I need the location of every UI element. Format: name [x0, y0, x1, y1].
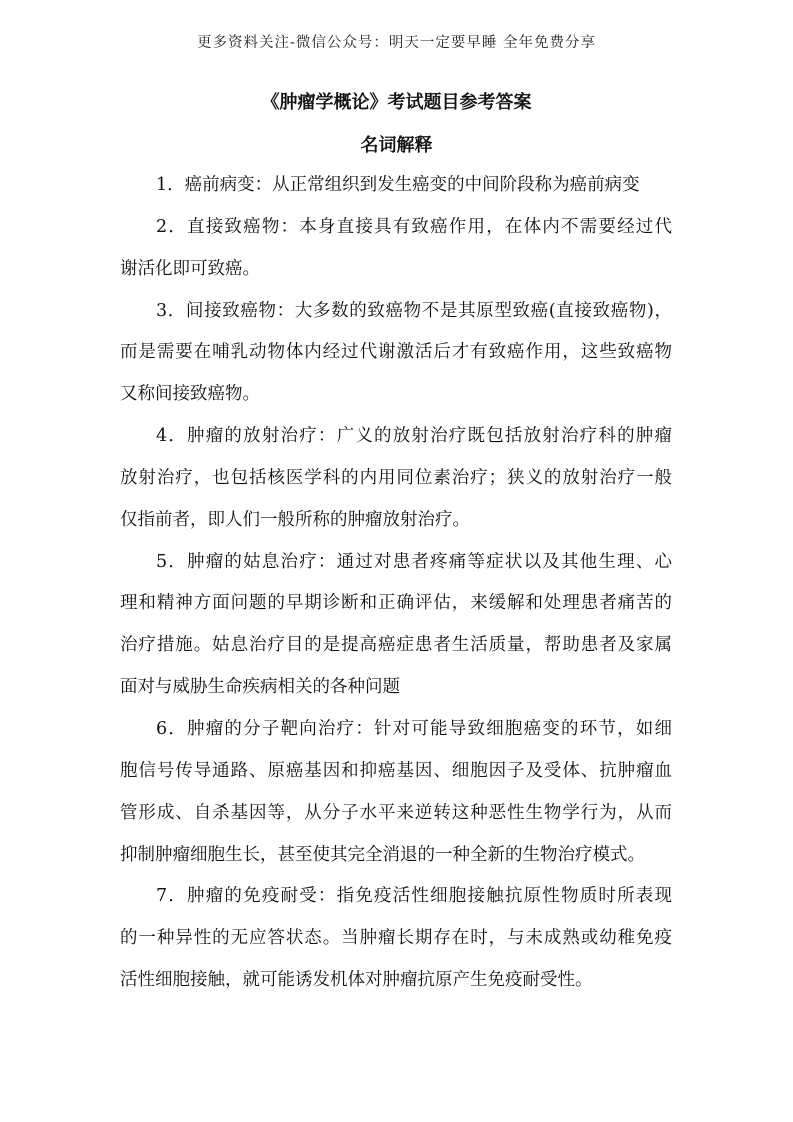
- definition-line: 谢活化即可致癌。: [120, 258, 260, 279]
- section-title: 名词解释: [360, 135, 433, 156]
- definition-item: [120, 165, 672, 207]
- definition-line: 而是需要在哺乳动物体内经过代谢激活后才有致癌作用，这些致癌物: [120, 342, 672, 363]
- definition-line: 治疗措施。姑息治疗目的是提高癌症患者生活质量，帮助患者及家属: [120, 635, 672, 656]
- definition-line: 2．直接致癌物：本身直接具有致癌作用，在体内不需要经过代: [156, 216, 672, 237]
- definition-item: [120, 207, 672, 291]
- definition-line: 3．间接致癌物：大多数的致癌物不是其原型致癌(直接致癌物)，: [156, 300, 672, 321]
- definition-item: [120, 291, 672, 417]
- definition-item: [120, 876, 672, 1002]
- definition-line: 的一种异性的无应答状态。当肿瘤长期存在时，与未成熟或幼稚免疫: [120, 928, 672, 949]
- header-note: 更多资料关注-微信公众号：明天一定要早睡 全年免费分享: [196, 35, 596, 51]
- definitions-list: [120, 165, 672, 1002]
- definition-line: 放射治疗，也包括核医学科的内用同位素治疗；狭义的放射治疗一般: [120, 467, 672, 488]
- definition-line: 4．肿瘤的放射治疗：广义的放射治疗既包括放射治疗科的肿瘤: [156, 426, 672, 447]
- document-title: 《肿瘤学概论》考试题目参考答案: [261, 92, 532, 113]
- definition-line: 7．肿瘤的免疫耐受：指免疫活性细胞接触抗原性物质时所表现: [156, 886, 672, 907]
- definition-line: 6．肿瘤的分子靶向治疗：针对可能导致细胞癌变的环节，如细: [156, 718, 672, 739]
- definition-line: 1．癌前病变：从正常组织到发生癌变的中间阶段称为癌前病变: [156, 175, 640, 195]
- definition-line: 活性细胞接触，就可能诱发机体对肿瘤抗原产生免疫耐受性。: [120, 970, 593, 991]
- definition-item: [120, 709, 672, 876]
- definition-line: 理和精神方面问题的早期诊断和正确评估，来缓解和处理患者痛苦的: [120, 593, 672, 614]
- definition-line: 5．肿瘤的姑息治疗：通过对患者疼痛等症状以及其他生理、心: [156, 551, 672, 572]
- definition-line: 胞信号传导通路、原癌基因和抑癌基因、细胞因子及受体、抗肿瘤血: [120, 760, 672, 781]
- definition-line: 仅指前者，即人们一般所称的肿瘤放射治疗。: [120, 509, 470, 530]
- definition-item: [120, 542, 672, 709]
- definition-line: 又称间接致癌物。: [120, 384, 260, 405]
- definition-line: 面对与威胁生命疾病相关的各种问题: [120, 677, 400, 698]
- definition-item: [120, 416, 672, 542]
- definition-line: 管形成、自杀基因等，从分子水平来逆转这种恶性生物学行为，从而: [120, 802, 672, 823]
- definition-line: 抑制肿瘤细胞生长，甚至使其完全消退的一种全新的生物治疗模式。: [120, 844, 645, 865]
